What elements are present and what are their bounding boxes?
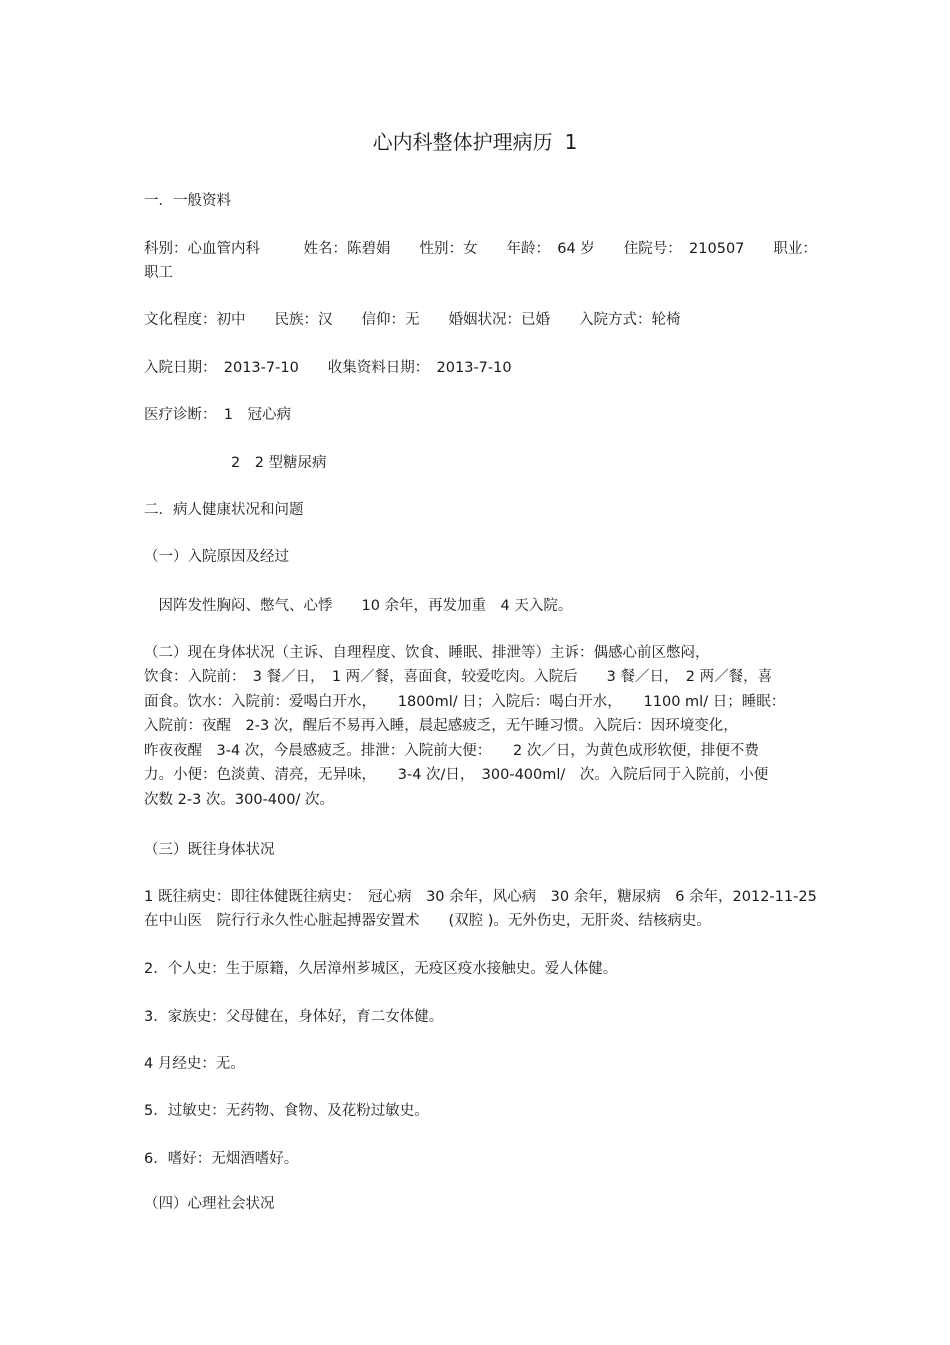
subsection-heading: （一）入院原因及经过	[144, 549, 289, 565]
text-line: 4 月经史：无。	[144, 1056, 245, 1072]
section-heading: 二．病人健康状况和问题	[144, 502, 304, 518]
text-line: 力。小便：色淡黄、清亮，无异味， 3-4 次/日， 300-400ml/ 次。入院后同于入院前，小便	[144, 767, 769, 783]
text-line: 昨夜夜醒 3-4 次，今晨感疲乏。排泄：入院前大便： 2 次／日，为黄色成形软便，排便不费	[144, 743, 759, 759]
text-line: 1 既往病史：即往体健既往病史： 冠心病 30 余年，风心病 30 余年，糖尿病 6 余年，2012-11-25	[144, 889, 817, 905]
subsection-heading: （二）现在身体状况（主诉、自理程度、饮食、睡眠、排泄等）主诉：偶感心前区憋闷，	[144, 645, 710, 661]
text-line: 3．家族史：父母健在，身体好，育二女体健。	[144, 1009, 444, 1025]
text-line: 因阵发性胸闷、憋气、心悸 10 余年，再发加重 4 天入院。	[144, 598, 573, 614]
text-line: 2 2 型糖尿病	[144, 455, 327, 471]
text-line: 入院前：夜醒 2-3 次，醒后不易再入睡，晨起感疲乏，无午睡习惯。入院后：因环境变化，	[144, 718, 738, 734]
subsection-heading: （三）既往身体状况	[144, 842, 275, 858]
title-text: 心内科整体护理病历	[372, 130, 553, 154]
text-line: 入院日期： 2013-7-10 收集资料日期： 2013-7-10	[144, 360, 512, 376]
text-line: 在中山医 院行行永久性心脏起搏器安置术 (双腔 )。无外伤史，无肝炎、结核病史。	[144, 913, 711, 929]
section-heading: 一．一般资料	[144, 193, 231, 209]
text-line: 饮食：入院前： 3 餐／日， 1 两／餐，喜面食，较爱吃肉。入院后 3 餐／日， 2 两／餐，喜	[144, 669, 773, 685]
text-line: 次数 2-3 次。300-400/ 次。	[144, 792, 334, 808]
text-line: 文化程度：初中 民族：汉 信仰：无 婚姻状况：已婚 入院方式：轮椅	[144, 312, 681, 328]
text-line: 5．过敏史：无药物、食物、及花粉过敏史。	[144, 1103, 429, 1119]
text-line: 面食。饮水：入院前：爱喝白开水， 1800ml/ 日；入院后：喝白开水， 1100 ml/ 日；睡眠：	[144, 694, 786, 710]
text-line: 医疗诊断： 1 冠心病	[144, 407, 291, 423]
text-line: 2．个人史：生于原籍，久居漳州芗城区，无疫区疫水接触史。爱人体健。	[144, 961, 618, 977]
document-title	[0, 128, 950, 156]
subsection-heading: （四）心理社会状况	[144, 1196, 275, 1212]
title-number: 1	[564, 130, 578, 154]
text-line: 科别：心血管内科 姓名：陈碧娟 性别：女 年龄： 64 岁 住院号： 210507 职业：	[144, 241, 817, 257]
text-line: 6．嗜好：无烟酒嗜好。	[144, 1151, 299, 1167]
text-line: 职工	[144, 265, 173, 281]
